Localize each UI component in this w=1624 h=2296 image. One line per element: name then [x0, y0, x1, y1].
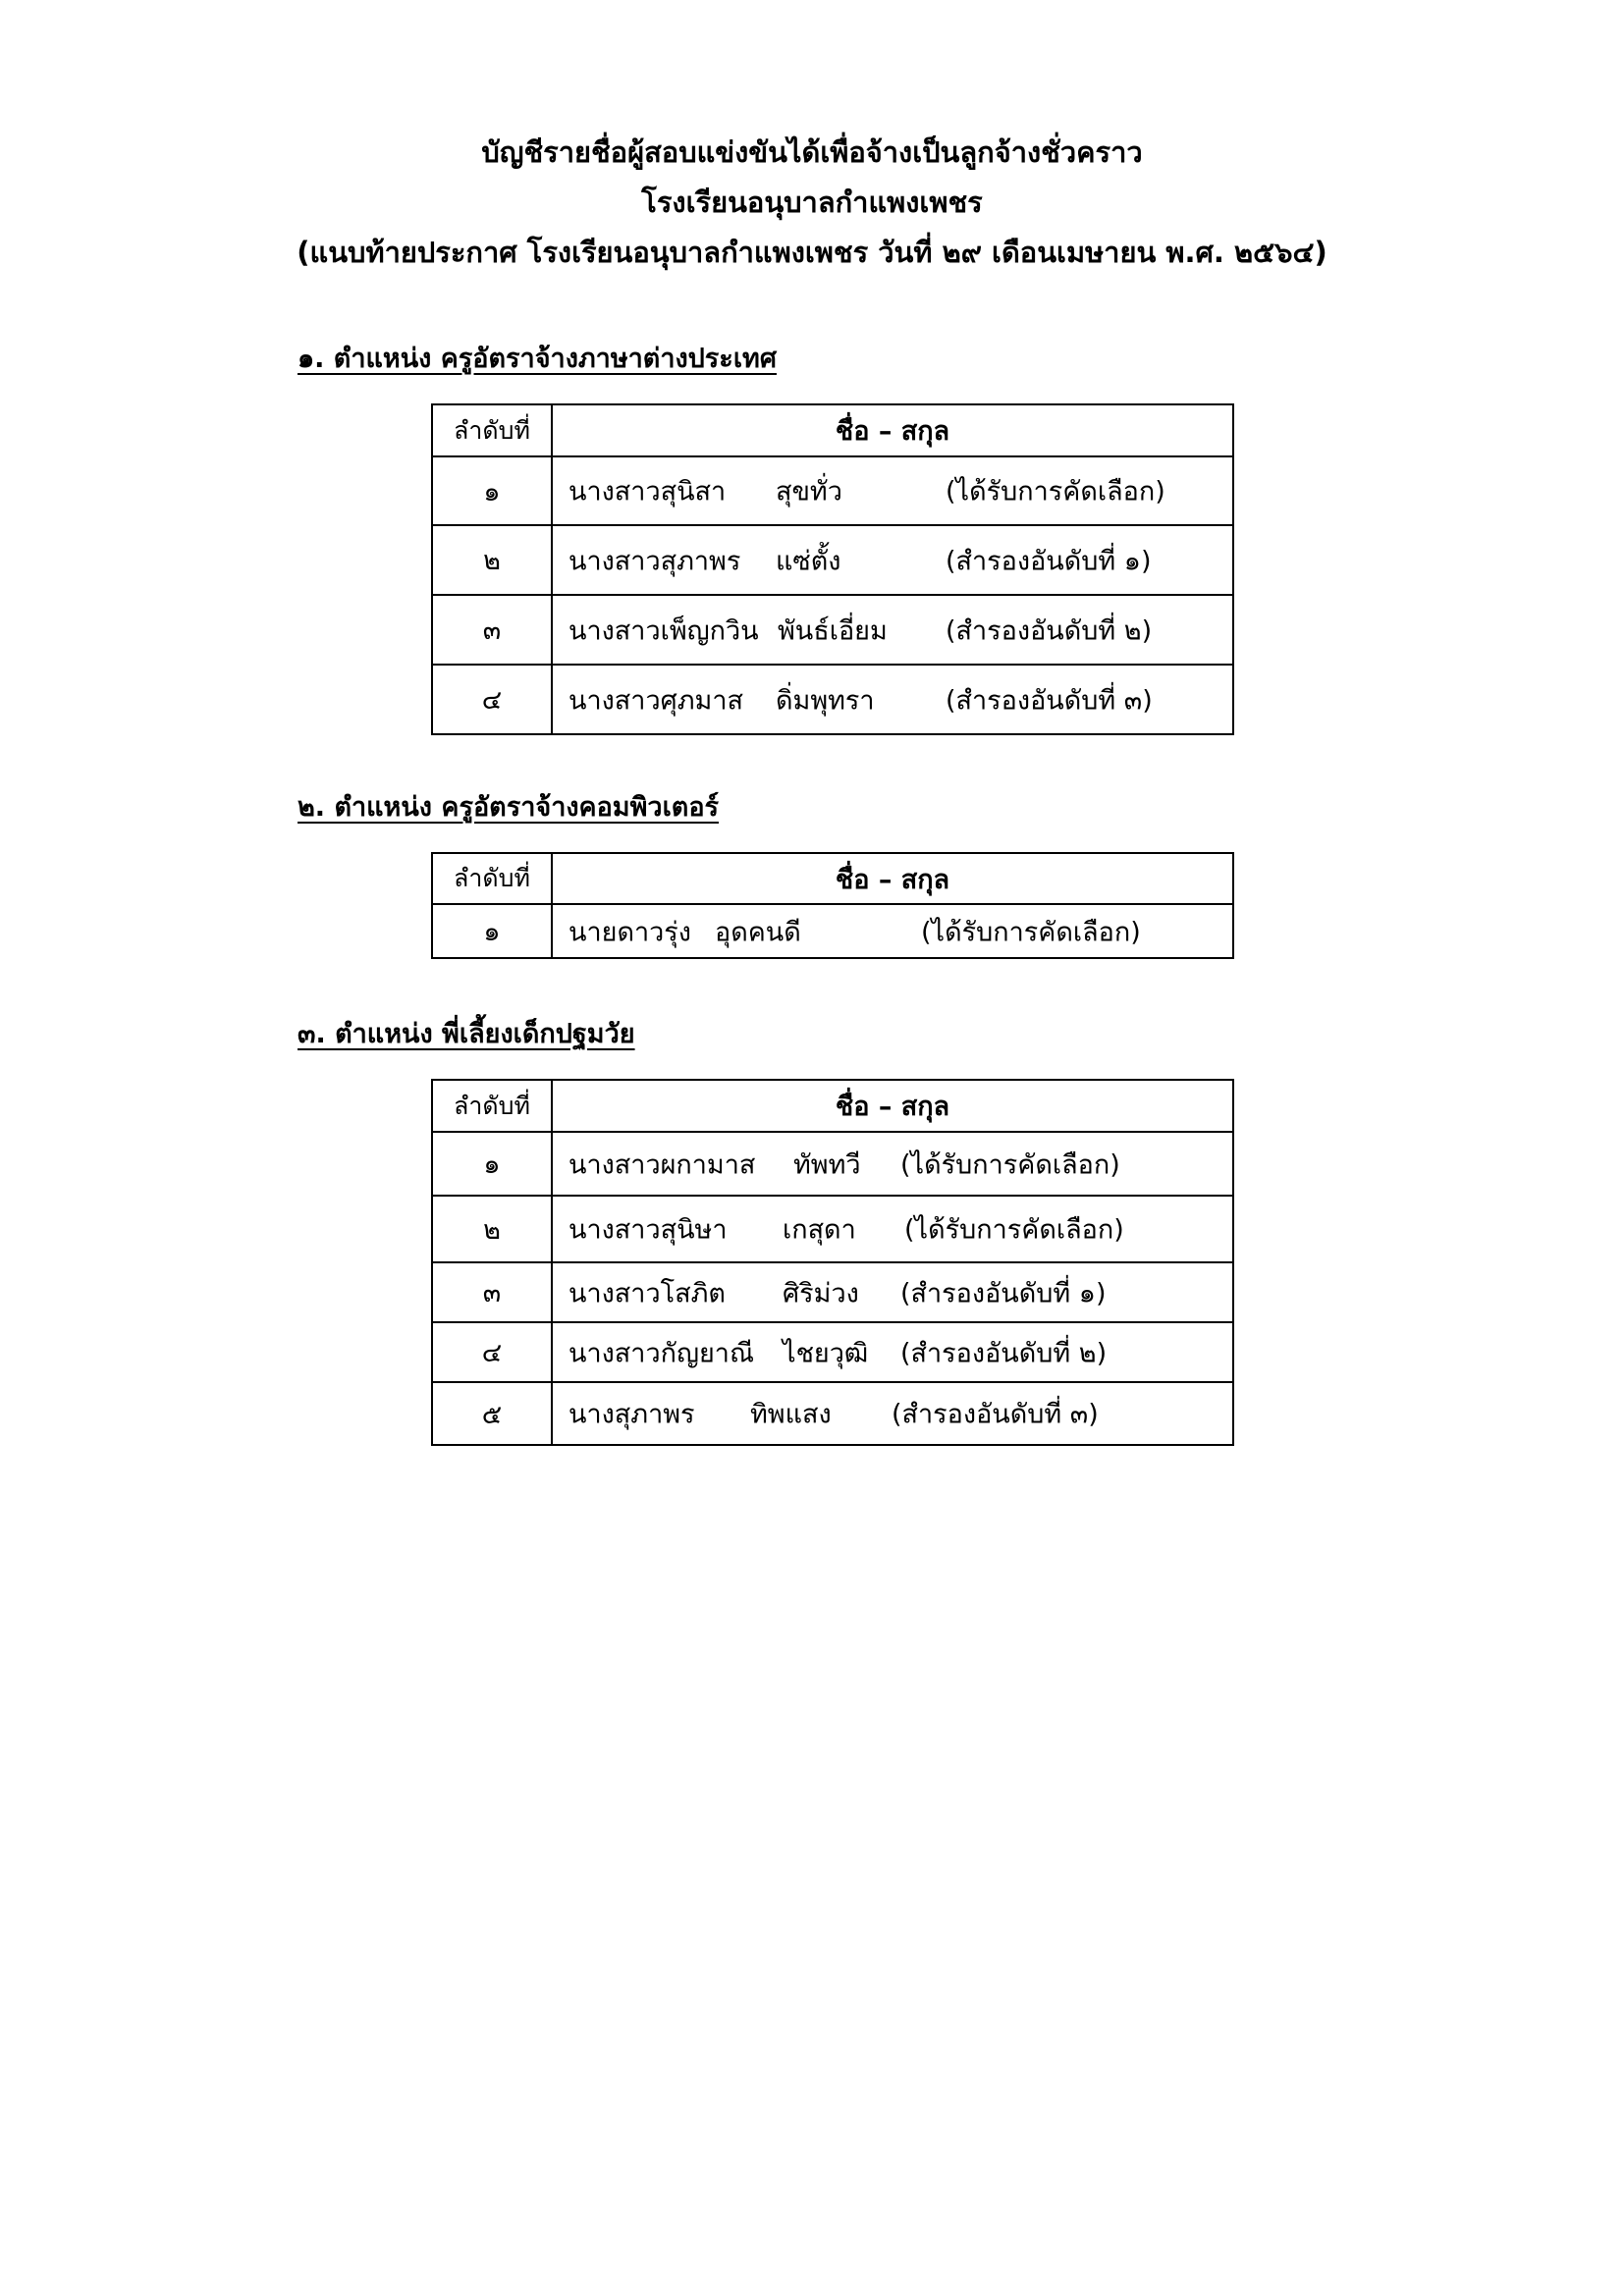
row-order: ๑ [432, 456, 552, 525]
section-title-early-childhood-caregiver: ๓. ตำแหน่ง พี่เลี้ยงเด็กปฐมวัย [298, 1019, 635, 1049]
selection-status: (สำรองอันดับที่ ๓) [946, 685, 1153, 716]
column-header-name: ชื่อ – สกุล [552, 1080, 1233, 1132]
candidate-table-computer [431, 852, 1234, 959]
row-order: ๑ [432, 1132, 552, 1196]
table-row [432, 1132, 1233, 1196]
column-header-order: ลำดับที่ [432, 853, 552, 904]
selection-status: (ได้รับการคัดเลือก) [900, 1149, 1120, 1180]
table-row [432, 1322, 1233, 1382]
table-row [432, 1382, 1233, 1445]
table-row [432, 595, 1233, 665]
column-header-order: ลำดับที่ [432, 1080, 552, 1132]
first-name: นางสาวกัญยาณี [568, 1338, 754, 1368]
last-name: เกสุดา [783, 1214, 856, 1246]
table-row [432, 1196, 1233, 1262]
section-title-computer-teacher: ๒. ตำแหน่ง ครูอัตราจ้างคอมพิวเตอร์ [298, 792, 720, 823]
row-order: ๓ [432, 1262, 552, 1322]
section-title-foreign-language-teacher: ๑. ตำแหน่ง ครูอัตราจ้างภาษาต่างประเทศ [298, 344, 777, 374]
table-header-row [432, 404, 1233, 456]
column-header-name: ชื่อ – สกุล [552, 853, 1233, 904]
row-order: ๕ [432, 1382, 552, 1445]
table-row [432, 525, 1233, 595]
last-name: แซ่ตั้ง [776, 546, 841, 576]
row-order: ๔ [432, 665, 552, 734]
selection-status: (ได้รับการคัดเลือก) [921, 917, 1141, 947]
selection-status: (สำรองอันดับที่ ๑) [900, 1278, 1107, 1308]
candidate-table-caregiver [431, 1079, 1234, 1446]
first-name: นางสาวผกามาส [568, 1149, 756, 1180]
selection-status: (สำรองอันดับที่ ๓) [892, 1399, 1099, 1430]
table-row [432, 1262, 1233, 1322]
last-name: ทัพทวี [793, 1149, 861, 1180]
last-name: สุขทั่ว [776, 476, 842, 507]
first-name: นางสาวสุนิษา [568, 1214, 728, 1246]
last-name: ทิพแสง [750, 1399, 832, 1430]
table-header-row [432, 1080, 1233, 1132]
row-order: ๑ [432, 904, 552, 958]
table-row [432, 665, 1233, 734]
first-name: นายดาวรุ่ง [568, 917, 691, 947]
selection-status: (สำรองอันดับที่ ๑) [946, 546, 1152, 576]
first-name: นางสาวสุนิสา [568, 476, 727, 507]
last-name: ศิริม่วง [783, 1278, 859, 1308]
last-name: ดิ่มพุทรา [776, 685, 875, 716]
candidate-table-foreign-language [431, 403, 1234, 735]
table-row [432, 904, 1233, 958]
school-name: โรงเรียนอนุบาลกำแพงเพชร [641, 186, 983, 219]
last-name: พันธ์เอี่ยม [778, 615, 888, 646]
last-name: อุดคนดี [715, 917, 801, 947]
announcement-reference: (แนบท้ายประกาศ โรงเรียนอนุบาลกำแพงเพชร วันที่ ๒๙ เดือนเมษายน พ.ศ. ๒๕๖๔) [297, 236, 1327, 269]
row-order: ๒ [432, 525, 552, 595]
row-order: ๓ [432, 595, 552, 665]
first-name: นางสาวสุภาพร [568, 546, 741, 576]
selection-status: (ได้รับการคัดเลือก) [904, 1214, 1124, 1246]
column-header-name: ชื่อ – สกุล [552, 404, 1233, 456]
selection-status: (สำรองอันดับที่ ๒) [900, 1338, 1108, 1368]
column-header-order: ลำดับที่ [432, 404, 552, 456]
table-row [432, 456, 1233, 525]
document-title: บัญชีรายชื่อผู้สอบแข่งขันได้เพื่อจ้างเป็นลูกจ้างชั่วคราว [481, 135, 1143, 169]
row-order: ๒ [432, 1196, 552, 1262]
table-header-row [432, 853, 1233, 904]
selection-status: (สำรองอันดับที่ ๒) [946, 615, 1153, 646]
selection-status: (ได้รับการคัดเลือก) [946, 476, 1165, 507]
first-name: นางสุภาพร [568, 1399, 695, 1430]
last-name: ไชยวุฒิ [783, 1338, 869, 1368]
first-name: นางสาวเพ็ญกวิน [568, 615, 759, 646]
first-name: นางสาวโสภิต [568, 1278, 726, 1308]
row-order: ๔ [432, 1322, 552, 1382]
first-name: นางสาวศุภมาส [568, 685, 743, 716]
